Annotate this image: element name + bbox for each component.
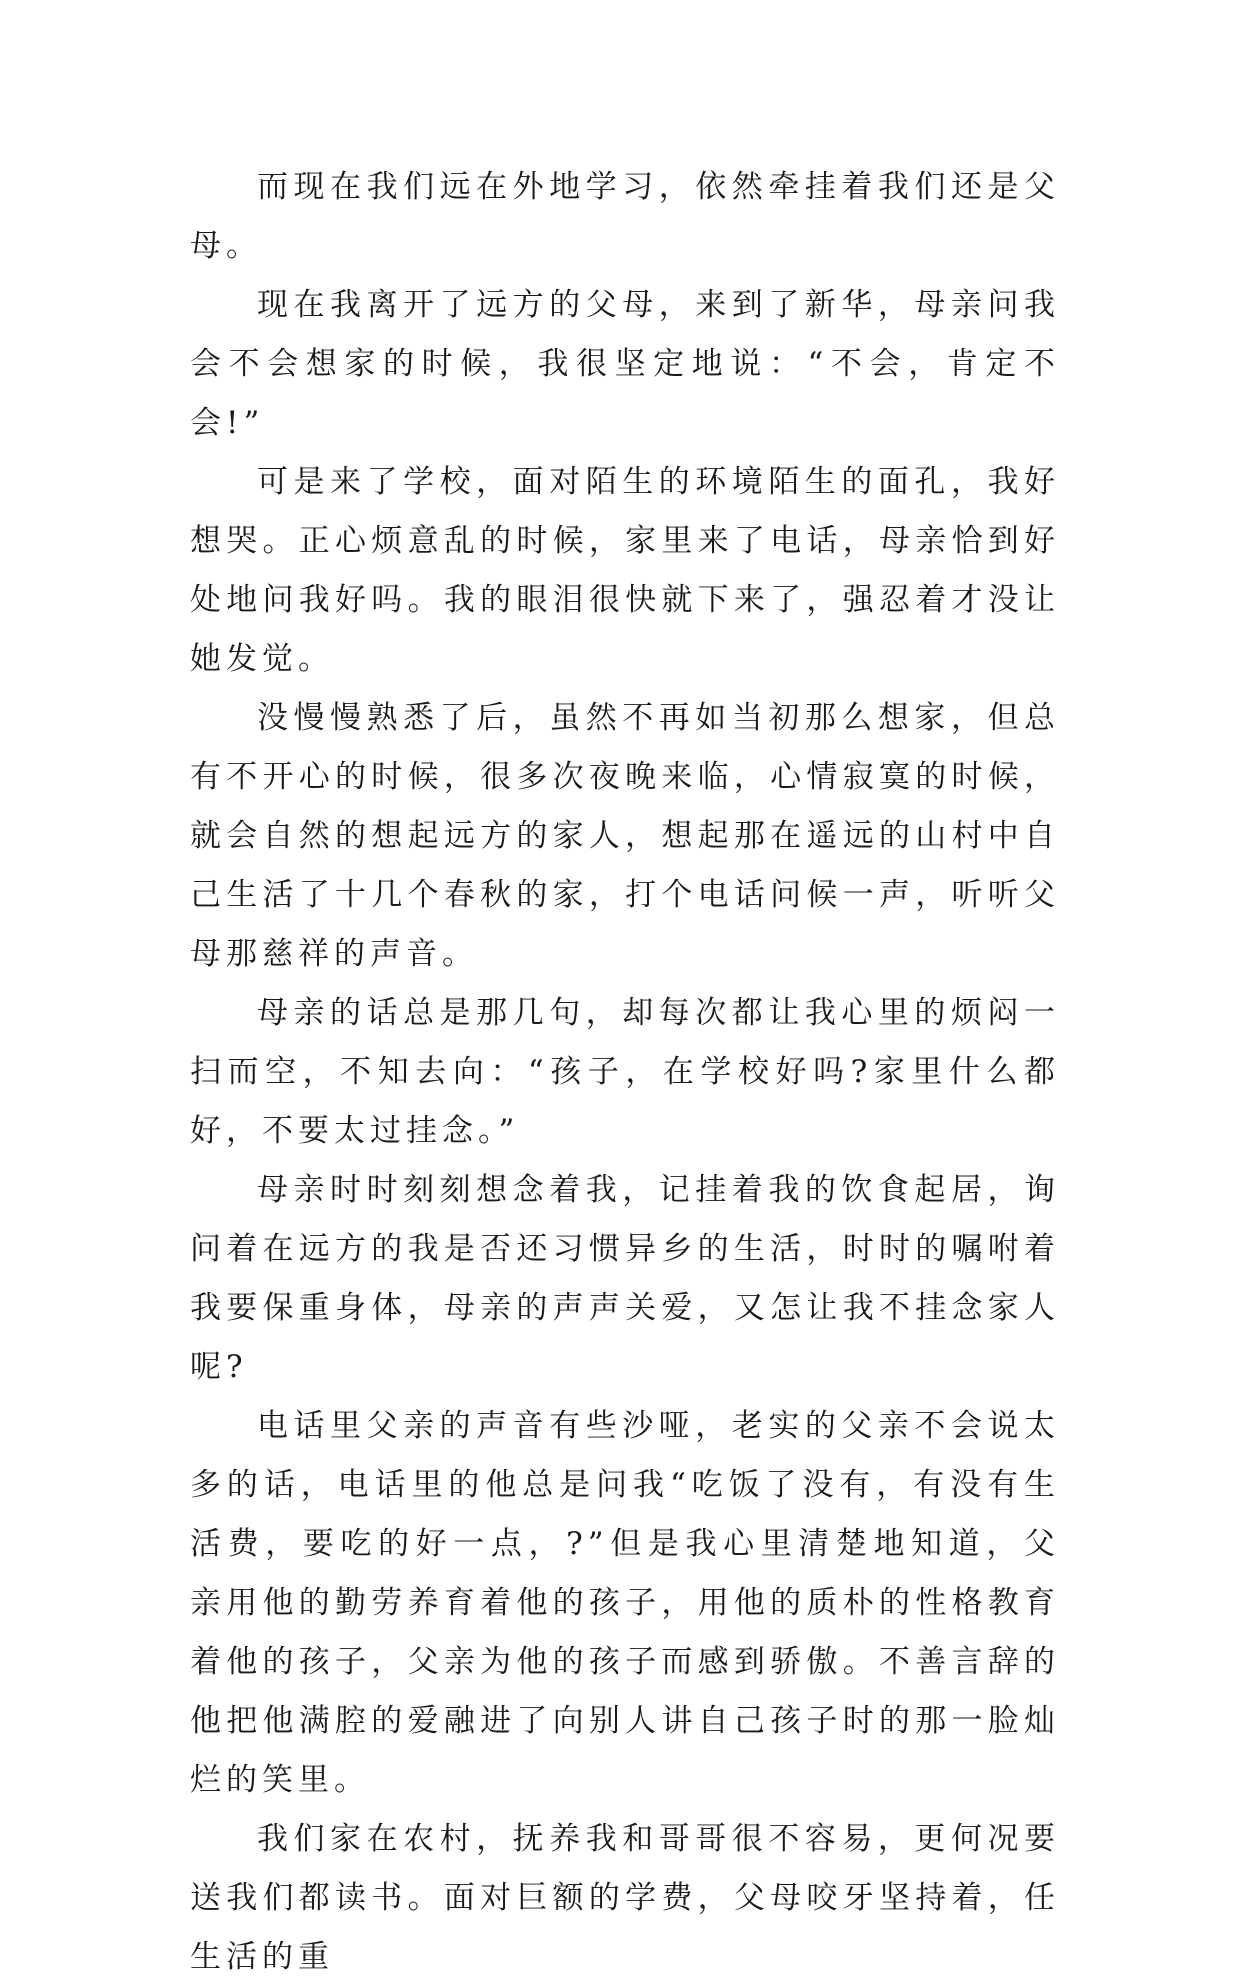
paragraph-4: 没慢慢熟悉了后，虽然不再如当初那么想家，但总有不开心的时候，很多次夜晚来临，心情寂寞的时候，就会自然的想起远方的家人，想起那在遥远的山村中自己生活了十几个春秋的家，打个电话问候一声，听听父母那慈祥的声音。	[190, 700, 1060, 972]
paragraph-7: 电话里父亲的声音有些沙哑，老实的父亲不会说太多的话，电话里的他总是问我“吃饭了没有，有没有生活费，要吃的好一点，?”但是我心里清楚地知道，父亲用他的勤劳养育着他的孩子，用他的质朴的性格教育着他的孩子，父亲为他的孩子而感到骄傲。不善言辞的他把他满腔的爱融进了向别人讲自己孩子时的那一脸灿烂的笑里。	[190, 1408, 1060, 1798]
paragraph-6: 母亲时时刻刻想念着我，记挂着我的饮食起居，询问着在远方的我是否还习惯异乡的生活，时时的嘱咐着我要保重身体，母亲的声声关爱，又怎让我不挂念家人呢?	[190, 1172, 1060, 1385]
paragraph-1: 而现在我们远在外地学习，依然牵挂着我们还是父母。	[190, 169, 1060, 264]
paragraph-8: 我们家在农村，抚养我和哥哥很不容易，更何况要送我们都读书。面对巨额的学费，父母咬牙坚持着，任生活的重	[190, 1821, 1060, 1975]
paragraph-2: 现在我离开了远方的父母，来到了新华，母亲问我会不会想家的时候，我很坚定地说：“不会，肯定不会!”	[190, 287, 1060, 441]
paragraph-5: 母亲的话总是那几句，却每次都让我心里的烦闷一扫而空，不知去向：“孩子，在学校好吗?家里什么都好，不要太过挂念。”	[190, 995, 1060, 1149]
document-body	[190, 158, 1060, 1987]
paragraph-3: 可是来了学校，面对陌生的环境陌生的面孔，我好想哭。正心烦意乱的时候，家里来了电话，母亲恰到好处地问我好吗。我的眼泪很快就下来了，强忍着才没让她发觉。	[190, 464, 1060, 677]
